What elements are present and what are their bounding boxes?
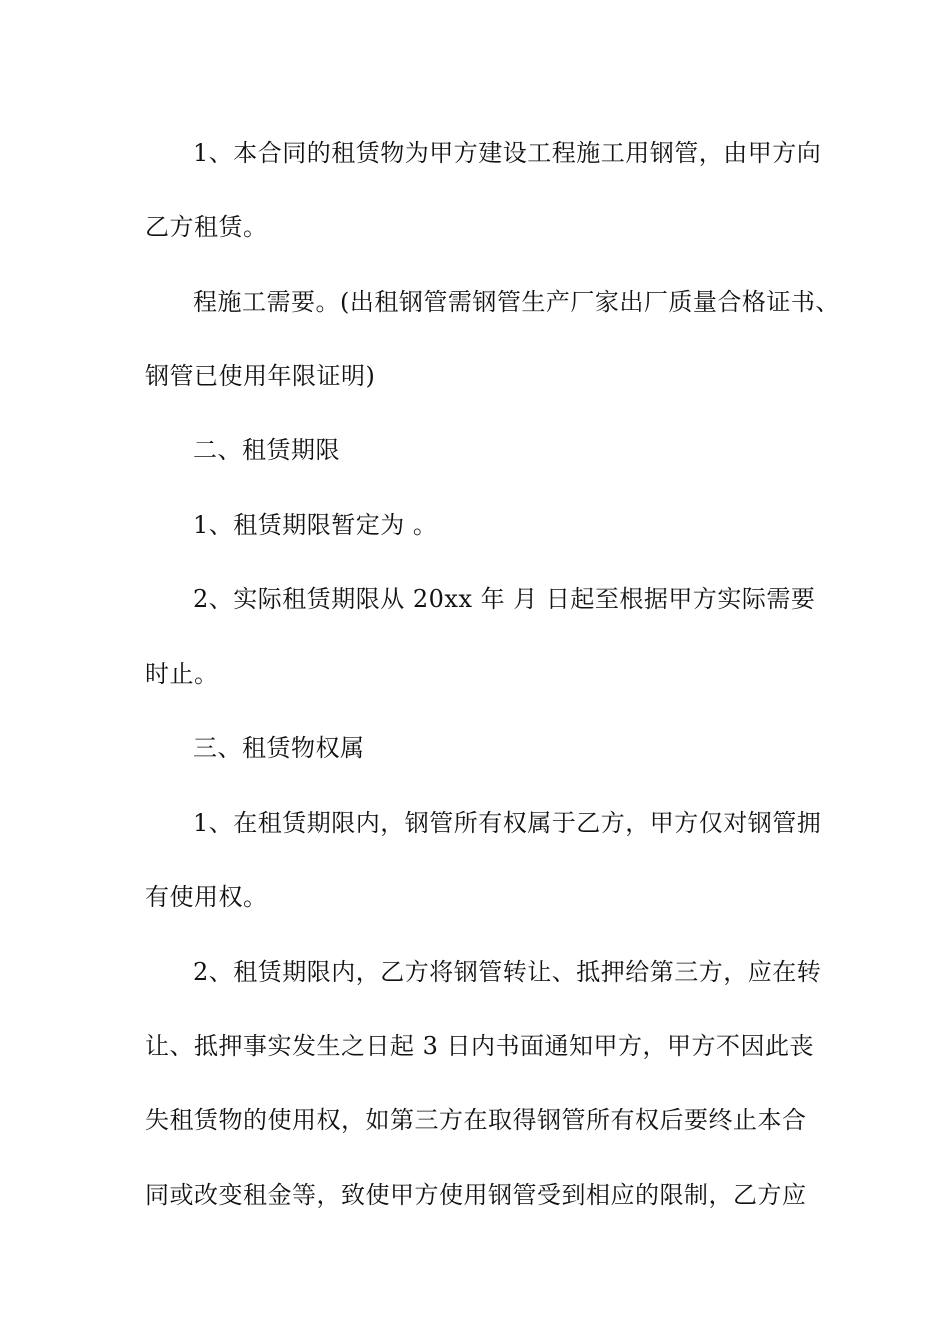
- paragraph-line: 失租赁物的使用权，如第三方在取得钢管所有权后要终止本合: [145, 1106, 807, 1134]
- paragraph-line: 1、在租赁期限内，钢管所有权属于乙方，甲方仅对钢管拥: [193, 809, 822, 837]
- paragraph-line: 2、实际租赁期限从 20xx 年 月 日起至根据甲方实际需要: [193, 585, 816, 613]
- paragraph-line: 1、租赁期限暂定为 。: [193, 511, 438, 539]
- paragraph-line: 钢管已使用年限证明): [145, 362, 376, 390]
- paragraph-line: 乙方租赁。: [145, 213, 268, 241]
- paragraph-line: 2、租赁期限内，乙方将钢管转让、抵押给第三方，应在转: [193, 958, 822, 986]
- paragraph-line: 同或改变租金等，致使甲方使用钢管受到相应的限制，乙方应: [145, 1181, 807, 1209]
- paragraph-line: 有使用权。: [145, 883, 268, 911]
- section-heading: 二、租赁期限: [193, 436, 340, 464]
- paragraph-line: 时止。: [145, 660, 219, 688]
- paragraph-line: 程施工需要。(出租钢管需钢管生产厂家出厂质量合格证书、: [193, 288, 840, 316]
- paragraph-line: 让、抵押事实发生之日起 3 日内书面通知甲方，甲方不因此丧: [145, 1032, 815, 1060]
- paragraph-line: 1、本合同的租赁物为甲方建设工程施工用钢管，由甲方向: [193, 139, 822, 167]
- section-heading: 三、租赁物权属: [193, 734, 365, 762]
